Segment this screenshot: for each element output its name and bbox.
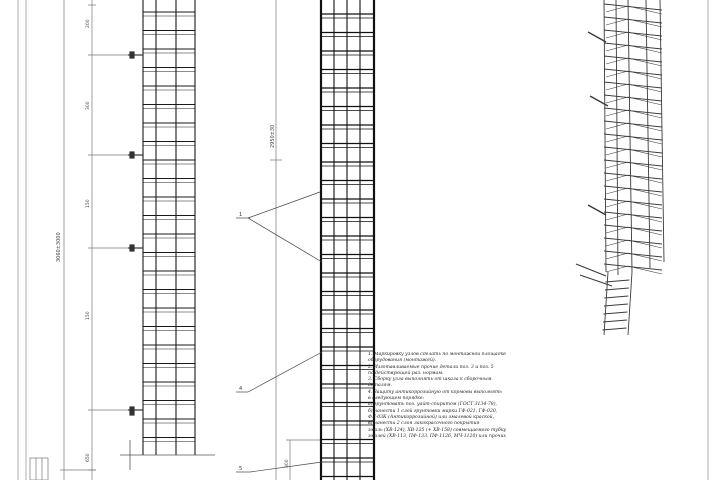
cage-brace xyxy=(628,32,662,40)
callout-5: 5 xyxy=(239,466,243,472)
cage-brace xyxy=(628,19,662,27)
note-line: 2. Изготавливаемые прочие детали поз. 3 и поз. 5 xyxy=(368,364,494,370)
callout-4: 4 xyxy=(239,386,243,392)
cage-brace xyxy=(606,253,628,259)
cage-brace xyxy=(606,19,628,25)
cage-brace xyxy=(628,45,662,53)
cage-brace xyxy=(628,149,662,157)
ladder-height-text: 2950±30 xyxy=(270,124,276,148)
base-detail xyxy=(120,440,215,470)
cage-brace xyxy=(628,110,662,118)
cage-brace xyxy=(606,32,628,38)
cage-brace xyxy=(606,58,628,64)
note-line: эмаль (ХВ-124), ХВ-125 (+ ХВ-158) совмещаемого тубку xyxy=(368,427,507,433)
callout-leaders xyxy=(236,192,322,472)
iso-rung xyxy=(604,296,628,298)
segment-dim-1: 200 xyxy=(86,19,91,28)
cage-brace xyxy=(628,227,662,235)
cage-brace xyxy=(606,214,628,220)
note-line: ФЛ-03К (Антикоррозийной) или эмалевой краской, xyxy=(368,414,495,420)
segment-dim-3: 150 xyxy=(86,199,91,208)
cage-brace xyxy=(606,201,628,207)
cage-brace xyxy=(606,6,628,12)
cage-brace xyxy=(628,97,662,105)
note-line: по действующей раз. нормам. xyxy=(368,370,444,376)
ladder-height-dimension xyxy=(270,0,282,480)
cage-brace xyxy=(628,188,662,196)
iso-rung xyxy=(604,304,628,306)
isometric-view xyxy=(576,0,664,335)
cage-brace xyxy=(628,162,662,170)
iso-rung xyxy=(603,328,627,330)
cage-brace xyxy=(628,136,662,144)
title-block-stub xyxy=(30,458,48,480)
note-line: 1. Маркировку узлов сделать по монтажной площадке xyxy=(368,352,507,357)
note-line: б) нанести 1 слой грунтовки марки ГФ-021, ГФ-020, xyxy=(368,408,498,414)
note-line: а) грунтовать поз. уайт-спиритом (ГОСТ 3134-78), xyxy=(368,402,497,408)
iso-rung xyxy=(605,280,629,282)
overall-dimension-line xyxy=(60,0,96,480)
segment-dim-2: 300 xyxy=(86,101,91,110)
note-line: эмалей (ХВ-113, ПФ-133, ПФ-1126, МЧ-1120) или прочих xyxy=(368,433,507,439)
cage-brace xyxy=(628,240,662,248)
callout-1: 1 xyxy=(239,212,243,218)
base-dimension-text: 300 xyxy=(285,459,290,468)
side-ladder-rungs xyxy=(143,12,195,442)
cage-brace xyxy=(628,175,662,183)
cage-brace xyxy=(628,6,662,14)
segment-dim-4: 150 xyxy=(86,311,91,320)
note-line: оборудования (монтажей). xyxy=(368,358,437,364)
cage-brace xyxy=(628,58,662,66)
iso-rung xyxy=(603,320,627,322)
overall-dimension-text: 3060±3000 xyxy=(56,232,62,262)
note-line: деталям. xyxy=(368,383,392,389)
side-ladder-frame xyxy=(143,0,195,455)
base-dimension xyxy=(286,440,320,480)
cage-brace xyxy=(628,253,662,261)
cage-brace xyxy=(606,266,628,272)
cage-brace xyxy=(606,45,628,51)
cage-brace xyxy=(628,71,662,79)
cage-brace xyxy=(628,266,662,274)
cage-brace xyxy=(628,201,662,209)
cage-brace xyxy=(628,214,662,222)
cage-brace xyxy=(606,227,628,233)
iso-rung xyxy=(603,312,627,314)
note-line: 3. Сборку узла выполнять от шкала к сборочным xyxy=(368,377,492,383)
iso-rung xyxy=(605,288,629,290)
note-line: 4. Защиту антикоррозийную от кормовы выполнять xyxy=(368,389,502,395)
drawing-notes xyxy=(368,352,558,480)
cage-brace xyxy=(628,123,662,131)
cage-brace xyxy=(628,84,662,92)
wall-brackets xyxy=(128,52,143,415)
note-line: в следующем порядке: xyxy=(368,396,425,402)
segment-ticks xyxy=(88,5,140,470)
cage-brace xyxy=(606,240,628,246)
segment-dim-6: 650 xyxy=(86,453,91,462)
side-elevation-view xyxy=(56,0,215,480)
note-line: в) нанести 2 слоя лакокрасочного покрытия xyxy=(368,421,480,427)
